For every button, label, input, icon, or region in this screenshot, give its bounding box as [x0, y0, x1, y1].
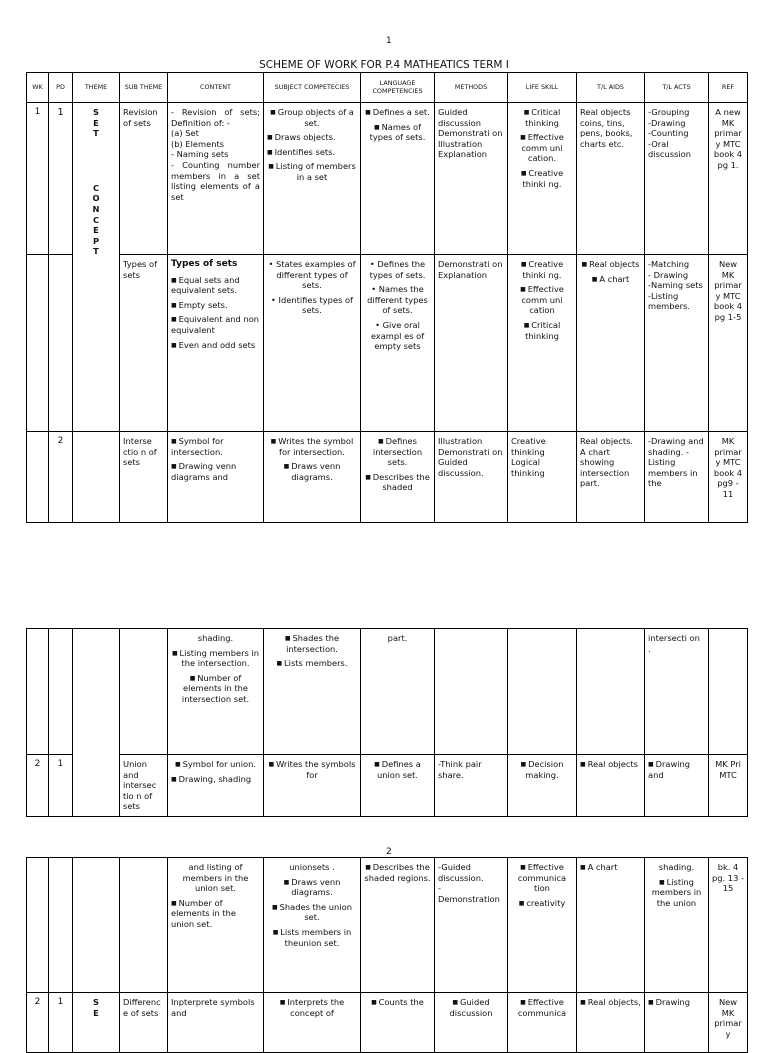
header-life-skill: LIFE SKILL [508, 73, 577, 103]
language-competencies-cell [361, 255, 435, 432]
header-sub-theme: SUB THEME [120, 73, 168, 103]
list-item: ■ A chart [580, 862, 641, 873]
language-competencies-cell [361, 993, 435, 1053]
life-skill-cell [508, 255, 577, 432]
list-item: ■ Group objects of a set. [267, 107, 357, 128]
list-item: ■ A chart [580, 274, 641, 285]
theme-cell [73, 103, 120, 432]
theme-letter: C [92, 214, 100, 225]
list-item: ■ Listing members in the union [648, 877, 705, 909]
life-skill-cell [508, 993, 577, 1053]
header-language-competencies: LANGUAGE COMPETENCIES [361, 73, 435, 103]
list-item: • Give oral exampl es of empty sets [364, 320, 431, 352]
list-item: ■ Equal sets and equivalent sets. [171, 275, 260, 296]
sub-theme-cell: Union and intersec tio n of sets [120, 755, 168, 817]
ref-cell [709, 629, 748, 755]
life-skill-cell [508, 755, 577, 817]
ref-cell: MK Pri MTC [709, 755, 748, 817]
header-theme: THEME [73, 73, 120, 103]
list-item: ■ Describes the shaded [364, 472, 431, 493]
table-row [27, 858, 748, 993]
wk-cell: 1 [27, 103, 49, 255]
content-line: - Naming sets [171, 149, 229, 160]
list-item: ■ Decision making. [511, 759, 573, 780]
list-item: -Grouping [648, 107, 690, 117]
list-item: ■ Critical thinking [511, 107, 573, 128]
content-cell [168, 255, 264, 432]
subject-competencies-cell [264, 255, 361, 432]
list-item: ■ Equivalent and non equivalent [171, 314, 260, 335]
page-number: 2 [386, 847, 392, 857]
subject-competencies-cell [264, 103, 361, 255]
list-item: ■ Drawing and [648, 759, 705, 780]
tl-acts-cell [645, 993, 709, 1053]
list-item: ■ Symbol for intersection. [171, 436, 260, 457]
tl-aids-cell [577, 993, 645, 1053]
theme-letter: O [92, 193, 100, 204]
theme-letter: T [93, 128, 99, 139]
list-item: ■ Empty sets. [171, 300, 260, 311]
list-item: ■ Creative thinki ng. [511, 259, 573, 280]
header-content: CONTENT [168, 73, 264, 103]
list-item: ■ Writes the symbol for intersection. [267, 436, 357, 457]
header-wk: WK [27, 73, 49, 103]
list-item: • Identifies types of sets. [267, 295, 357, 316]
list-item: Demonstrati on [438, 128, 503, 139]
list-item: ■ Listing of members in a set [267, 161, 357, 182]
language-competencies-cell: part. [361, 629, 435, 755]
list-item: ■ Critical thinking [511, 320, 573, 341]
theme-letter: E [93, 117, 99, 128]
scheme-table-part-2 [26, 628, 748, 817]
list-item: ■ Defines a set. [364, 107, 431, 118]
list-item: -Listing members. [648, 290, 691, 312]
content-cell [168, 755, 264, 817]
table-row [27, 255, 748, 432]
theme-letter: S [93, 107, 99, 117]
language-competencies-cell [361, 432, 435, 523]
tl-aids-cell [577, 255, 645, 432]
pd-cell [49, 255, 73, 432]
tl-aids-cell [577, 755, 645, 817]
header-ref: REF [709, 73, 748, 103]
language-competencies-cell [361, 858, 435, 993]
wk-cell [27, 629, 49, 755]
ref-cell: MK primary MTC book 4 pg9 - 11 [709, 432, 748, 523]
list-item: ■ Number of elements in the intersection set. [171, 673, 260, 705]
tl-acts-cell [645, 858, 709, 993]
list-item: ■ Effective communica [511, 997, 573, 1018]
wk-cell [27, 255, 49, 432]
tl-acts-cell: intersecti on . [645, 629, 709, 755]
list-item: ■ Interprets the concept of [267, 997, 357, 1018]
header-tl-aids: T/L AIDS [577, 73, 645, 103]
life-skill-cell: Creative thinking Logical thinking [508, 432, 577, 523]
life-skill-cell [508, 858, 577, 993]
header-methods: METHODS [435, 73, 508, 103]
list-item: ■ Effective comm uni cation. [511, 132, 573, 164]
header-subject-competencies: SUBJECT COMPETECIES [264, 73, 361, 103]
pd-cell: 2 [49, 432, 73, 523]
list-item: ■ Real objects, [580, 997, 641, 1008]
header-row [27, 73, 748, 103]
list-item: ■ Effective comm uni cation [511, 284, 573, 316]
table-row [27, 993, 748, 1053]
table-row [27, 755, 748, 817]
list-item: - Drawing [648, 269, 689, 280]
list-item: unionsets . [289, 862, 335, 872]
list-item: ■ Defines a union set. [364, 759, 431, 780]
list-item: • States examples of different types of sets. [267, 259, 357, 291]
list-item: Guided discussion [438, 107, 481, 128]
ref-cell: New MK primary MTC book 4 pg 1-5 [709, 255, 748, 432]
list-item: ■ Symbol for union. [171, 759, 260, 770]
theme-letter: S [93, 997, 99, 1007]
list-item: ■ Lists members. [267, 658, 357, 669]
table-row [27, 432, 748, 523]
list-item: • Defines the types of sets. [364, 259, 431, 280]
table-row [27, 103, 748, 255]
list-item: ■ Even and odd sets [171, 340, 260, 351]
tl-acts-cell [645, 255, 709, 432]
list-item: ■ Writes the symbols for [267, 759, 357, 780]
theme-letter: N [92, 204, 100, 215]
language-competencies-cell [361, 755, 435, 817]
content-cell [168, 432, 264, 523]
life-skill-cell [508, 629, 577, 755]
list-item: and listing of members in the union set. [182, 862, 249, 894]
language-competencies-cell [361, 103, 435, 255]
subject-competencies-cell [264, 858, 361, 993]
header-pd: PD [49, 73, 73, 103]
subject-competencies-cell [264, 629, 361, 755]
methods-cell: Illustration Demonstrati on Guided discussion. [435, 432, 508, 523]
list-item: ■ Real objects [580, 759, 641, 770]
wk-cell [27, 858, 49, 993]
methods-cell [435, 858, 508, 993]
theme-cell [73, 993, 120, 1053]
content-line: - Counting number members in a set listing elements of a set [171, 160, 260, 202]
tl-aids-cell [577, 629, 645, 755]
list-item: -Naming sets [648, 280, 703, 291]
subject-competencies-cell [264, 755, 361, 817]
tl-aids-cell: Real objects coins, tins, pens, books, charts etc. [577, 103, 645, 255]
table-row [27, 629, 748, 755]
list-item: ■ Lists members in theunion set. [267, 927, 357, 948]
sub-theme-cell [120, 858, 168, 993]
list-item: ■ Listing members in the intersection. [171, 648, 260, 669]
list-item: ■ Draws objects. [267, 132, 357, 143]
scheme-table-part-1 [26, 72, 748, 523]
list-item: Illustration [438, 138, 483, 149]
list-item: -Drawing [648, 117, 686, 128]
tl-acts-cell: -Drawing and shading. - Listing members in the [645, 432, 709, 523]
pd-cell: 1 [49, 103, 73, 255]
methods-cell: Demonstrati on Explanation [435, 255, 508, 432]
subject-competencies-cell [264, 432, 361, 523]
list-item: ■ Describes the shaded regions. [364, 862, 431, 883]
list-item: ■ Real objects [580, 259, 641, 270]
theme-letter: E [93, 225, 99, 236]
tl-acts-cell [645, 103, 709, 255]
sub-theme-cell: Interse ctio n of sets [120, 432, 168, 523]
wk-cell [27, 432, 49, 523]
sub-theme-cell: Types of sets [120, 255, 168, 432]
sub-theme-cell: Revision of sets [120, 103, 168, 255]
theme-letter: P [92, 235, 100, 246]
theme-cell [73, 432, 120, 523]
tl-aids-cell [577, 858, 645, 993]
subject-competencies-cell [264, 993, 361, 1053]
methods-cell [435, 103, 508, 255]
sub-theme-cell: Differenc e of sets [120, 993, 168, 1053]
methods-cell [435, 993, 508, 1053]
theme-letter: E [93, 1007, 99, 1018]
content-cell: Inpterprete symbols and [168, 993, 264, 1053]
list-item: ■ Drawing, shading [171, 774, 260, 785]
list-item: ■ Names of types of sets. [364, 122, 431, 143]
list-item: ■ Drawing [648, 997, 705, 1008]
list-item: ■ creativity [511, 898, 573, 909]
list-item: ■ Draws venn diagrams. [267, 877, 357, 898]
theme-cell [73, 629, 120, 817]
ref-cell: bk. 4 pg. 13 - 15 [709, 858, 748, 993]
theme-letter: T [93, 246, 99, 257]
content-heading: Types of sets [171, 259, 238, 269]
ref-cell: New MK primary [709, 993, 748, 1053]
content-line: - Revision of sets; Definition of: - [171, 107, 260, 128]
list-item: ■ Guided discussion [438, 997, 504, 1018]
list-item: ■ Shades the union set. [267, 902, 357, 923]
list-item: -Guided discussion. [438, 862, 484, 883]
content-line: (b) Elements [171, 138, 225, 149]
theme-cell [73, 858, 120, 993]
methods-cell [435, 629, 508, 755]
content-line: (a) Set [171, 128, 199, 139]
list-item: ■ Shades the intersection. [267, 633, 357, 654]
list-item: ■ Effective communica tion [511, 862, 573, 894]
list-item: -Matching [648, 259, 690, 269]
pd-cell [49, 858, 73, 993]
list-item: - Demonstration [438, 883, 500, 904]
list-item: ■ Number of elements in the union set. [171, 898, 260, 930]
content-cell [168, 103, 264, 255]
tl-aids-cell: Real objects. A chart showing intersection part. [577, 432, 645, 523]
list-item: ■ Counts the [364, 997, 431, 1008]
list-item: ■ Draws venn diagrams. [267, 461, 357, 482]
content-cell [168, 629, 264, 755]
wk-cell: 2 [27, 993, 49, 1053]
list-item: -Oral discussion [648, 138, 691, 160]
page-number: 1 [386, 36, 392, 46]
content-cell [168, 858, 264, 993]
life-skill-cell [508, 103, 577, 255]
list-item: shading. [197, 633, 234, 643]
list-item: ■ Identifies sets. [267, 147, 357, 158]
tl-acts-cell [645, 755, 709, 817]
list-item: -Counting [648, 128, 689, 139]
document-title: SCHEME OF WORK FOR P.4 MATHEATICS TERM I [259, 59, 509, 71]
pd-cell: 1 [49, 755, 73, 817]
pd-cell [49, 629, 73, 755]
theme-letter: C [92, 182, 100, 193]
list-item: shading. [658, 862, 695, 872]
list-item: ■ Drawing venn diagrams and [171, 461, 260, 482]
methods-cell: -Think pair share. [435, 755, 508, 817]
list-item: ■ Defines intersection sets. [364, 436, 431, 468]
list-item: Explanation [438, 149, 488, 160]
wk-cell: 2 [27, 755, 49, 817]
sub-theme-cell [120, 629, 168, 755]
ref-cell: A new MK primary MTC book 4 pg 1. [709, 103, 748, 255]
list-item: • Names the different types of sets. [364, 284, 431, 316]
pd-cell: 1 [49, 993, 73, 1053]
header-tl-acts: T/L ACTS [645, 73, 709, 103]
list-item: ■ Creative thinki ng. [511, 168, 573, 189]
